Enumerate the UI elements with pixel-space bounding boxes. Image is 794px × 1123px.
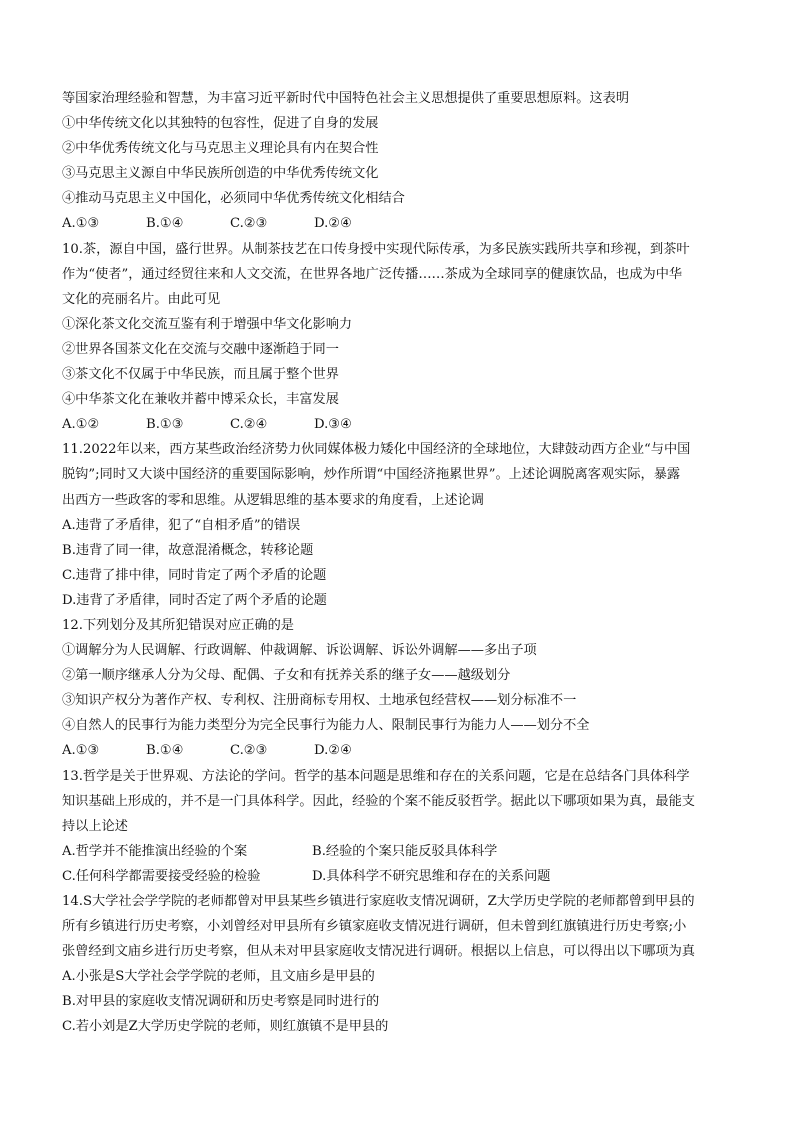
- question-stem-line: 13.哲学是关于世界观、方法论的学问。哲学的基本问题是思维和存在的关系问题，它是在总结各门具体科学: [62, 768, 690, 784]
- option-d: D.违背了矛盾律，同时否定了两个矛盾的论题: [62, 592, 327, 608]
- option-a: A.①②: [62, 417, 100, 433]
- answer-options: [62, 738, 734, 763]
- question-stem-line: 知识基础上形成的，并不是一门具体科学。因此，经验的个案不能反驳哲学。据此以下哪项如果为真，最能支: [62, 793, 695, 809]
- answer-options-row: [62, 864, 734, 889]
- question-stem-line: 持以上论述: [62, 818, 128, 834]
- option-a: A.哲学并不能推演出经验的个案: [62, 843, 248, 859]
- option-b: B.①③: [146, 417, 184, 433]
- statement-1: ①中华传统文化以其独特的包容性，促进了自身的发展: [62, 116, 379, 132]
- option-b: B.对甲县的家庭收支情况调研和历史考察是同时进行的: [62, 994, 380, 1010]
- option-a: A.①③: [62, 743, 100, 759]
- question-stem-line: 作为“使者”，通过经贸往来和人文交流，在世界各地广泛传播……茶成为全球同享的健康饮品，也成为中华: [62, 266, 683, 282]
- option-c: C.②③: [230, 216, 268, 232]
- question-13: [62, 764, 734, 889]
- question-stem-line: 等国家治理经验和智慧，为丰富习近平新时代中国特色社会主义思想提供了重要思想原料。这表明: [62, 91, 630, 106]
- question-stem-line: 12.下列划分及其所犯错误对应正确的是: [62, 617, 294, 633]
- question-stem-line: 10.茶，源自中国，盛行世界。从制茶技艺在口传身授中实现代际传承，为多民族实践所共享和珍视，到茶叶: [62, 241, 690, 257]
- option-a: A.违背了矛盾律，犯了“自相矛盾”的错误: [62, 517, 301, 533]
- statement-3: ③马克思主义源自中华民族所创造的中华优秀传统文化: [62, 166, 379, 182]
- question-stem-line: 文化的亮丽名片。由此可见: [62, 291, 221, 307]
- question-stem-line: 11.2022年以来，西方某些政治经济势力伙同媒体极力矮化中国经济的全球地位，大肆鼓动西方企业“与中国: [62, 442, 691, 458]
- question-stem-line: 出西方一些政客的零和思维。从逻辑思维的基本要求的角度看，上述论调: [62, 492, 484, 508]
- option-c: C.②④: [230, 417, 268, 433]
- answer-options-row: [62, 839, 734, 864]
- option-c: C.违背了排中律，同时肯定了两个矛盾的论题: [62, 567, 327, 583]
- statement-2: ②第一顺序继承人分为父母、配偶、子女和有抚养关系的继子女——越级划分: [62, 668, 511, 684]
- option-c: C.任何科学都需要接受经验的检验: [62, 868, 261, 884]
- answer-options: [62, 412, 734, 437]
- answer-options: [62, 211, 734, 236]
- statement-1: ①调解分为人民调解、行政调解、仲裁调解、诉讼调解、诉讼外调解——多出子项: [62, 643, 537, 659]
- question-9: [62, 86, 734, 237]
- option-d: D.③④: [314, 417, 352, 433]
- statement-2: ②世界各国茶文化在交流与交融中逐渐趋于同一: [62, 341, 339, 357]
- option-b: B.①④: [146, 216, 184, 232]
- option-c: C.若小刘是Z大学历史学院的老师，则红旗镇不是甲县的: [62, 1019, 389, 1035]
- exam-page: [62, 86, 734, 1040]
- option-a: A.①③: [62, 216, 100, 232]
- statement-4: ④推动马克思主义中国化，必须同中华优秀传统文化相结合: [62, 191, 405, 207]
- option-b: B.违背了同一律，故意混淆概念，转移论题: [62, 542, 314, 558]
- statement-2: ②中华优秀传统文化与马克思主义理论具有内在契合性: [62, 141, 379, 157]
- question-stem-line: 脱钩”;同时又大谈中国经济的重要国际影响，炒作所谓“中国经济拖累世界”。上述论调脱离客观实际，暴露: [62, 467, 681, 483]
- option-c: C.②③: [230, 743, 268, 759]
- statement-1: ①深化茶文化交流互鉴有利于增强中华文化影响力: [62, 316, 353, 332]
- option-d: D.具体科学不研究思维和存在的关系问题: [312, 868, 551, 884]
- option-b: B.①④: [146, 743, 184, 759]
- question-12: [62, 613, 734, 764]
- statement-3: ③知识产权分为著作产权、专利权、注册商标专用权、土地承包经营权——划分标准不一: [62, 693, 577, 709]
- question-10: [62, 237, 734, 438]
- question-11: [62, 437, 734, 613]
- question-14: [62, 889, 734, 1040]
- question-stem-line: 所有乡镇进行历史考察，小刘曾经对甲县所有乡镇家庭收支情况进行调研，但未曾到红旗镇进行历史考察;小: [62, 919, 687, 935]
- option-b: B.经验的个案只能反驳具体科学: [312, 843, 498, 859]
- option-a: A.小张是S大学社会学学院的老师，且文庙乡是甲县的: [62, 969, 375, 985]
- option-d: D.②④: [314, 743, 352, 759]
- statement-4: ④自然人的民事行为能力类型分为完全民事行为能力人、限制民事行为能力人——划分不全: [62, 718, 590, 734]
- statement-3: ③茶文化不仅属于中华民族，而且属于整个世界: [62, 367, 339, 383]
- statement-4: ④中华茶文化在兼收并蓄中博采众长，丰富发展: [62, 392, 339, 408]
- question-stem-line: 张曾经到文庙乡进行历史考察，但从未对甲县家庭收支情况进行调研。根据以上信息，可以得出以下哪项为真: [62, 944, 695, 960]
- option-d: D.②④: [314, 216, 352, 232]
- question-stem-line: 14.S大学社会学学院的老师都曾对甲县某些乡镇进行家庭收支情况调研，Z大学历史学院的老师都曾到甲县的: [62, 894, 695, 909]
